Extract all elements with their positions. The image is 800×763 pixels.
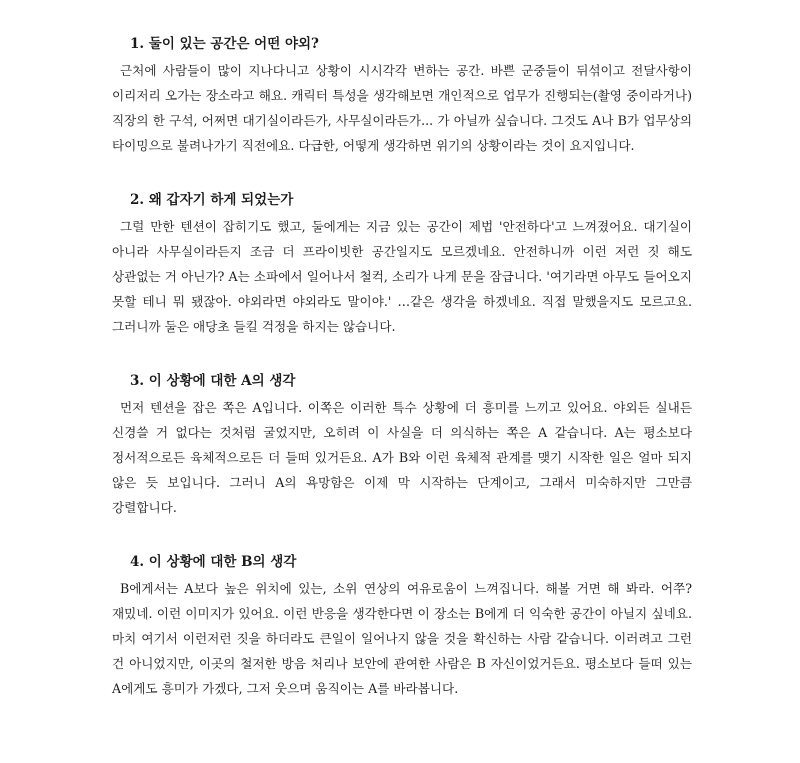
section-location xyxy=(112,32,692,158)
section-b-thoughts xyxy=(112,550,692,701)
section-reason xyxy=(112,188,692,339)
section-heading: 2. 왜 갑자기 하게 되었는가 xyxy=(130,192,294,208)
section-body: 먼저 텐션을 잡은 쪽은 A입니다. 이쪽은 이러한 특수 상황에 더 흥미를 느끼고 있어요. 야외든 실내든 신경쓸 거 없다는 것처럼 굴었지만, 오히려 이 사실을 더 의식하는 쪽은 A 같습니다. A는 평소보다 정서적으로든 육체적으로든 더 들떠 있거든요. A가 B와 이런 육체적 관계를 맺기 시작한 일은 얼마 되지 않은 듯 보입니다. 그러니 A의 욕망함은 이제 막 시작하는 단계이고, 그래서 미숙하지만 그만큼 강렬합니다. xyxy=(112,400,692,515)
section-a-thoughts xyxy=(112,369,692,520)
section-body: 그럴 만한 텐션이 잡히기도 했고, 둘에게는 지금 있는 공간이 제법 '안전하다'고 느껴졌어요. 대기실이 아니라 사무실이라든지 조금 더 프라이빗한 공간일지도 모르겠네요. 안전하니까 이런 저런 짓 해도 상관없는 거 아닌가? A는 소파에서 일어나서 철컥, 소리가 나게 문을 잠급니다. '여기라면 아무도 들어오지 못할 테니 뭐 됐잖아. 야외라면 야외라도 말이야.' …같은 생각을 하겠네요. 직접 말했을지도 모르고요. 그러니까 둘은 애당초 들킬 걱정을 하지는 않습니다. xyxy=(112,219,692,334)
section-heading: 4. 이 상황에 대한 B의 생각 xyxy=(130,554,297,570)
section-body: 근처에 사람들이 많이 지나다니고 상황이 시시각각 변하는 공간. 바쁜 군중들이 뒤섞이고 전달사항이 이리저리 오가는 장소라고 해요. 캐릭터 특성을 생각해보면 개인적으로 업무가 진행되는(촬영 중이라거나) 직장의 한 구석, 어쩌면 대기실이라든가, 사무실이라든가... 가 아닐까 싶습니다. 그것도 A나 B가 업무상의 타이밍으로 불려나가기 직전에요. 다급한, 어떻게 생각하면 위기의 상황이라는 것이 요지입니다. xyxy=(112,63,692,153)
section-heading: 3. 이 상황에 대한 A의 생각 xyxy=(130,373,296,389)
section-body: B에게서는 A보다 높은 위치에 있는, 소위 연상의 여유로움이 느껴집니다. 해볼 거면 해 봐라. 어쭈? 재밌네. 이런 이미지가 있어요. 이런 반응을 생각한다면 이 장소는 B에게 더 익숙한 공간이 아닐지 싶네요. 마치 여기서 이런저런 짓을 하더라도 큰일이 일어나지 않을 것을 확신하는 사람 같습니다. 이러려고 그런 건 아니었지만, 이곳의 철저한 방음 처리나 보안에 관여한 사람은 B 자신이었거든요. 평소보다 들떠 있는 A에게도 흥미가 가겠다, 그저 웃으며 움직이는 A를 바라봅니다. xyxy=(112,581,692,696)
section-heading: 1. 둘이 있는 공간은 어떤 야외? xyxy=(130,36,319,52)
